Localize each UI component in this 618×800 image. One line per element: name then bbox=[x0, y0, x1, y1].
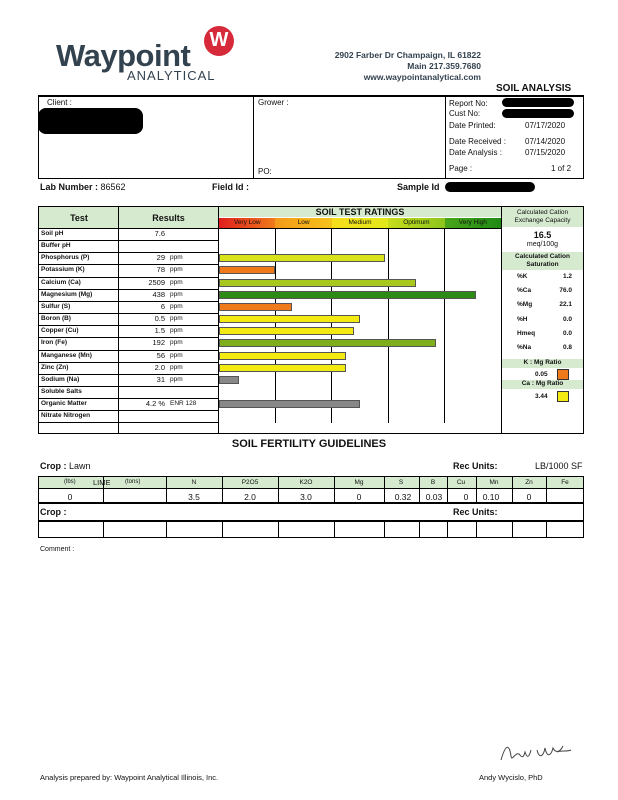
divider bbox=[278, 476, 279, 503]
company-logo-subtitle: ANALYTICAL bbox=[127, 68, 216, 83]
rec-units-label: Rec Units: bbox=[453, 461, 498, 471]
guideline-header: Cu bbox=[456, 479, 466, 486]
lab-number-value: 86562 bbox=[100, 182, 126, 192]
guideline-value: 0.32 bbox=[394, 492, 412, 502]
rating-bar bbox=[219, 315, 360, 323]
divider bbox=[546, 521, 547, 538]
crop-value: Lawn bbox=[69, 461, 91, 471]
saturation-value: 76.0 bbox=[559, 287, 572, 295]
sample-id-label: Sample Id bbox=[397, 182, 440, 192]
guideline-header: Fe bbox=[561, 479, 569, 486]
po-label: PO: bbox=[258, 167, 272, 176]
date-received-value: 07/14/2020 bbox=[525, 137, 566, 146]
grower-label: Grower : bbox=[258, 98, 289, 107]
crop-row-1 bbox=[40, 461, 91, 471]
saturation-label: %Mg bbox=[517, 301, 533, 309]
redacted-report-no bbox=[502, 98, 574, 107]
rating-bar bbox=[219, 327, 354, 335]
date-printed-label: Date Printed: bbox=[449, 121, 496, 130]
guideline-header: Mn bbox=[489, 479, 499, 486]
test-name: Buffer pH bbox=[41, 242, 71, 250]
divider bbox=[445, 96, 446, 179]
rating-optimum: Optimum bbox=[388, 218, 444, 228]
test-name: Zinc (Zn) bbox=[41, 363, 69, 371]
saturation-label: %Ca bbox=[517, 287, 532, 295]
divider bbox=[38, 386, 218, 387]
crop-label: Crop : bbox=[40, 461, 67, 471]
crop-2-values-box bbox=[38, 521, 584, 538]
lime-label: LIME bbox=[93, 478, 111, 487]
divider bbox=[38, 228, 502, 229]
guideline-header: B bbox=[430, 479, 436, 486]
signature-image bbox=[497, 738, 577, 766]
guideline-header: Zn bbox=[525, 479, 533, 486]
divider bbox=[334, 521, 335, 538]
test-unit: ppm bbox=[170, 315, 183, 323]
address-line-1: 2902 Farber Dr Champaign, IL 61822 bbox=[334, 50, 481, 60]
rating-bar bbox=[219, 364, 346, 372]
divider bbox=[38, 488, 584, 489]
date-printed-value: 07/17/2020 bbox=[525, 121, 566, 130]
test-result: 7.6 bbox=[154, 229, 165, 238]
date-analysis-value: 07/15/2020 bbox=[525, 148, 566, 157]
lime-lbs-label: (lbs) bbox=[64, 479, 76, 485]
divider bbox=[447, 521, 448, 538]
test-unit: ppm bbox=[170, 351, 183, 359]
test-unit: ENR 128 bbox=[170, 400, 197, 408]
test-column-header: Test bbox=[70, 213, 88, 223]
date-received-label: Date Received : bbox=[449, 137, 506, 146]
test-name: Phosphorus (P) bbox=[41, 254, 90, 262]
date-analysis-label: Date Analysis : bbox=[449, 148, 502, 157]
test-result: 6 bbox=[160, 301, 165, 311]
ratings-scale bbox=[219, 218, 501, 228]
saturation-value: 0.0 bbox=[562, 329, 572, 337]
rating-bar bbox=[219, 303, 292, 311]
guideline-value: 0 bbox=[463, 492, 469, 502]
grid-line bbox=[388, 228, 389, 423]
guideline-header: Mg bbox=[354, 479, 364, 486]
test-unit: ppm bbox=[170, 266, 183, 274]
guideline-value: 0.03 bbox=[425, 492, 443, 502]
redacted-sample-id bbox=[445, 182, 535, 192]
lime-tons-label: (tons) bbox=[125, 479, 141, 485]
guideline-value: 3.0 bbox=[300, 492, 312, 502]
rec-units-value: LB/1000 SF bbox=[535, 461, 583, 471]
cust-no-label: Cust No: bbox=[449, 109, 481, 118]
test-unit: ppm bbox=[170, 254, 183, 262]
rating-low: Low bbox=[275, 218, 331, 228]
saturation-label: %Na bbox=[517, 344, 532, 351]
redacted-cust-no bbox=[502, 109, 574, 118]
test-unit: ppm bbox=[170, 290, 183, 298]
rating-bar bbox=[219, 254, 385, 262]
saturation-value: 22.1 bbox=[559, 301, 572, 309]
divider bbox=[166, 521, 167, 538]
guideline-value: 0 bbox=[356, 492, 362, 502]
rating-bar bbox=[219, 352, 346, 360]
rating-bar bbox=[219, 291, 476, 299]
guideline-value: 0.10 bbox=[482, 492, 500, 502]
divider bbox=[334, 476, 335, 503]
field-id-label: Field Id : bbox=[212, 182, 249, 192]
divider bbox=[253, 96, 254, 179]
divider bbox=[476, 521, 477, 538]
test-unit: ppm bbox=[170, 302, 183, 310]
page-value: 1 of 2 bbox=[551, 164, 572, 173]
prepared-by: Analysis prepared by: Waypoint Analytical Illinois, Inc. bbox=[40, 773, 219, 782]
guideline-value: 0 bbox=[67, 492, 73, 502]
rating-medium: Medium bbox=[332, 218, 388, 228]
kmg-ratio-title: K : Mg Ratio bbox=[502, 359, 583, 368]
test-name: Nitrate Nitrogen bbox=[41, 412, 91, 420]
test-name: Sodium (Na) bbox=[41, 375, 80, 383]
rating-bar bbox=[219, 376, 239, 384]
test-result: 0.5 bbox=[154, 314, 165, 324]
logo-letter: W bbox=[209, 29, 229, 51]
test-unit: ppm bbox=[170, 278, 183, 286]
test-result: 31 bbox=[156, 374, 165, 384]
client-label: Client : bbox=[47, 98, 72, 107]
lab-number-label: Lab Number : 86562 bbox=[40, 182, 126, 192]
test-name: Copper (Cu) bbox=[41, 327, 79, 335]
saturation-label: %K bbox=[517, 273, 528, 280]
saturation-label: %H bbox=[517, 315, 528, 323]
saturation-title: Calculated Cation Saturation bbox=[502, 252, 583, 270]
ratings-column-header: SOIL TEST RATINGS bbox=[315, 207, 405, 217]
test-name: Soluble Salts bbox=[41, 387, 82, 395]
test-unit: ppm bbox=[170, 327, 183, 335]
rating-bar bbox=[219, 266, 275, 274]
rating-very-high: Very High bbox=[445, 218, 501, 228]
test-result: 2.0 bbox=[154, 362, 165, 372]
test-result: 438 bbox=[152, 289, 165, 299]
test-name: Manganese (Mn) bbox=[41, 351, 92, 359]
rec-units-2-label: Rec Units: bbox=[453, 507, 498, 517]
rating-bar bbox=[219, 279, 416, 287]
test-unit: ppm bbox=[170, 339, 183, 347]
kmg-ratio-indicator bbox=[557, 369, 569, 380]
test-name: Sulfur (S) bbox=[41, 302, 71, 310]
crop-2-box bbox=[38, 503, 584, 521]
test-result: 4.2 % bbox=[145, 399, 165, 409]
camg-ratio-value: 3.44 bbox=[535, 393, 548, 400]
test-name: Boron (B) bbox=[41, 315, 71, 323]
rating-very-low: Very Low bbox=[219, 218, 275, 228]
test-unit: ppm bbox=[170, 375, 183, 383]
guideline-header: S bbox=[398, 479, 404, 486]
divider bbox=[38, 422, 218, 423]
crop-2-label: Crop : bbox=[40, 507, 67, 517]
results-column-header: Results bbox=[152, 213, 185, 223]
test-result: 192 bbox=[152, 338, 165, 348]
guidelines-title: SOIL FERTILITY GUIDELINES bbox=[231, 438, 387, 450]
guideline-header: N bbox=[191, 479, 197, 486]
divider bbox=[384, 521, 385, 538]
test-name: Soil pH bbox=[41, 230, 64, 237]
rating-bar bbox=[219, 339, 436, 347]
cec-title: Calculated Cation Exchange Capacity bbox=[502, 207, 583, 227]
test-result: 1.5 bbox=[154, 326, 165, 336]
report-no-label: Report No: bbox=[449, 99, 488, 108]
divider bbox=[512, 521, 513, 538]
divider bbox=[419, 521, 420, 538]
page-label: Page : bbox=[449, 164, 473, 173]
test-result: 78 bbox=[156, 265, 165, 275]
guideline-header: K2O bbox=[299, 479, 313, 486]
guideline-value: 3.5 bbox=[188, 492, 200, 502]
guideline-value: 0 bbox=[526, 492, 532, 502]
divider bbox=[103, 521, 104, 538]
divider bbox=[222, 476, 223, 503]
company-logo-icon bbox=[204, 26, 234, 56]
redacted-client bbox=[38, 108, 143, 134]
divider bbox=[38, 240, 218, 241]
camg-ratio-title: Ca : Mg Ratio bbox=[502, 380, 583, 389]
divider bbox=[222, 521, 223, 538]
guideline-header: P2O5 bbox=[241, 479, 259, 486]
kmg-ratio-value: 0.05 bbox=[535, 371, 548, 378]
saturation-value: 1.2 bbox=[562, 273, 572, 280]
test-name: Magnesium (Mg) bbox=[41, 290, 93, 298]
test-result: 56 bbox=[156, 350, 165, 360]
guideline-value: 2.0 bbox=[244, 492, 256, 502]
test-name: Iron (Fe) bbox=[41, 339, 67, 347]
test-name: Organic Matter bbox=[41, 400, 87, 408]
test-name: Potassium (K) bbox=[41, 266, 85, 274]
saturation-label: Hmeq bbox=[517, 329, 536, 337]
divider bbox=[166, 476, 167, 503]
cec-value: 16.5 bbox=[533, 230, 552, 240]
report-title: SOIL ANALYSIS bbox=[496, 83, 572, 94]
address-line-3: www.waypointanalytical.com bbox=[363, 72, 481, 82]
company-logo-wordmark: Waypoint bbox=[56, 38, 191, 73]
address-line-2: Main 217.359.7680 bbox=[407, 61, 481, 71]
divider bbox=[278, 521, 279, 538]
test-unit: ppm bbox=[170, 363, 183, 371]
test-result: 29 bbox=[156, 253, 165, 263]
camg-ratio-indicator bbox=[557, 391, 569, 402]
signer-name: Andy Wycislo, PhD bbox=[479, 773, 543, 782]
divider bbox=[38, 410, 218, 411]
rating-bar bbox=[219, 400, 360, 408]
saturation-value: 0.8 bbox=[562, 344, 572, 351]
grid-line bbox=[444, 228, 445, 423]
cec-unit: meq/100g bbox=[526, 241, 559, 248]
test-name: Calcium (Ca) bbox=[41, 278, 81, 286]
saturation-value: 0.0 bbox=[562, 315, 572, 323]
comment-label: Comment : bbox=[40, 546, 75, 553]
test-result: 2509 bbox=[148, 277, 165, 287]
